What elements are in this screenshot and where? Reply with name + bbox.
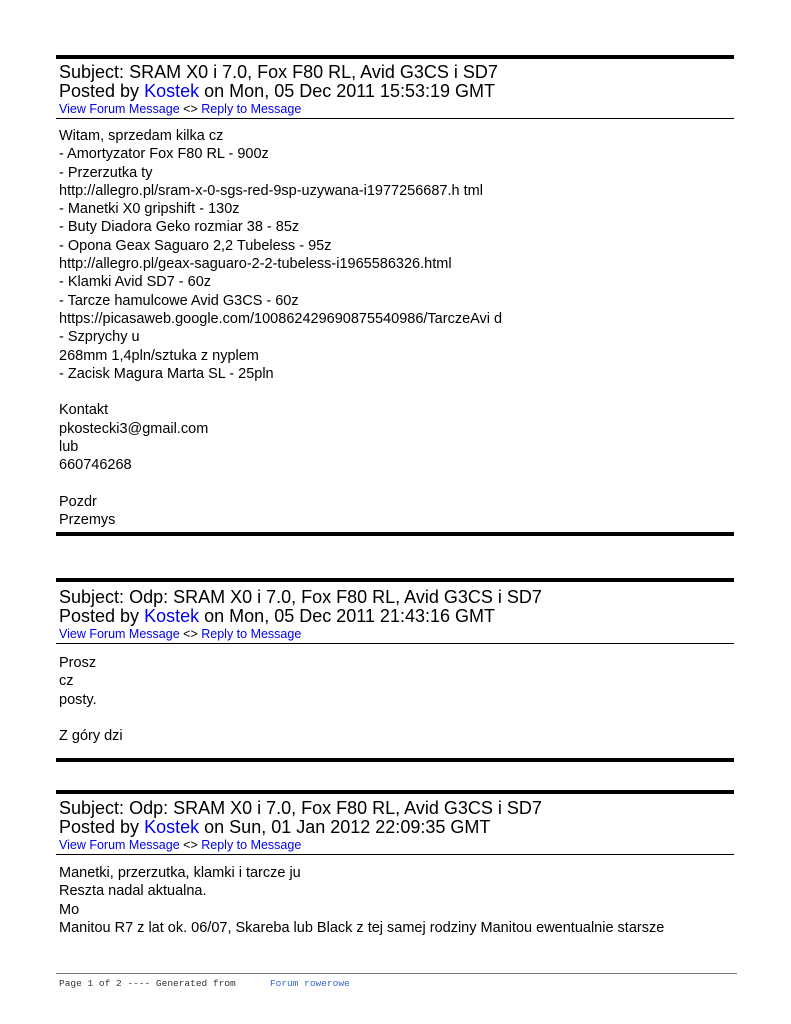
post-body: [56, 119, 736, 532]
body-line: http://allegro.pl/geax-saguaro-2-2-tubeless-i1965586326.html: [59, 256, 452, 273]
body-line: Manetki, przerzutka, klamki i tarcze ju: [59, 865, 301, 881]
post-actions: [59, 837, 736, 853]
reply-to-message-link[interactable]: Reply to Message: [201, 838, 302, 852]
post-meta: [59, 82, 736, 101]
body-line: [59, 475, 736, 493]
author-link[interactable]: Kostek: [144, 817, 200, 837]
posted-by-label: Posted by: [59, 817, 140, 837]
subject-text: Odp: SRAM X0 i 7.0, Fox F80 RL, Avid G3CS i SD7: [129, 587, 542, 607]
body-line: [59, 709, 736, 727]
action-separator: <>: [183, 838, 198, 852]
body-line: Manitou R7 z lat ok. 06/07, Skareba lub Black z tej samej rodziny Manitou ewentualnie starsze: [59, 919, 665, 936]
body-line: - Tarcze hamulcowe Avid G3CS - 60z: [59, 292, 299, 309]
body-line: Kontakt: [59, 402, 109, 419]
subject-text: SRAM X0 i 7.0, Fox F80 RL, Avid G3CS i SD7: [129, 62, 498, 82]
view-forum-message-link[interactable]: View Forum Message: [59, 102, 180, 116]
post-date: Mon, 05 Dec 2011 15:53:19 GMT: [229, 81, 495, 101]
reply-to-message-link[interactable]: Reply to Message: [201, 627, 302, 641]
body-line: - Zacisk Magura Marta SL - 25pln: [59, 365, 274, 382]
post-header: [56, 794, 736, 853]
post-header: [56, 59, 736, 117]
post-meta: [59, 607, 736, 626]
body-line: Pozdr: [59, 493, 97, 510]
body-line: cz: [59, 673, 74, 690]
body-line: - Przerzutka ty: [59, 164, 153, 181]
post-1: [56, 55, 736, 536]
body-line: pkostecki3@gmail.com: [59, 420, 209, 437]
post-date: Sun, 01 Jan 2012 22:09:35 GMT: [229, 817, 491, 837]
subject-text: Odp: SRAM X0 i 7.0, Fox F80 RL, Avid G3CS i SD7: [129, 798, 542, 818]
body-line: Mo: [59, 901, 80, 918]
subject-prefix: Subject:: [59, 587, 125, 607]
body-line: lub: [59, 439, 79, 456]
post-header: [56, 582, 736, 642]
post-meta: [59, 818, 736, 837]
reply-to-message-link[interactable]: Reply to Message: [201, 102, 302, 116]
subject-prefix: Subject:: [59, 798, 125, 818]
post-bottom-rule: [56, 758, 734, 762]
body-line: - Opona Geax Saguaro 2,2 Tubeless - 95z: [59, 237, 332, 254]
post-bottom-rule: [56, 532, 734, 536]
footer-forum-link[interactable]: Forum rowerowe: [269, 978, 350, 989]
body-line: - Manetki X0 gripshift - 130z: [59, 201, 240, 218]
view-forum-message-link[interactable]: View Forum Message: [59, 627, 180, 641]
view-forum-message-link[interactable]: View Forum Message: [59, 838, 180, 852]
on-label: on: [204, 81, 225, 101]
body-line: https://picasaweb.google.com/100862429690875540986/TarczeAvi d: [59, 310, 503, 327]
on-label: on: [204, 606, 225, 626]
post-2: [56, 578, 736, 762]
body-line: Reszta nadal aktualna.: [59, 883, 207, 900]
action-separator: <>: [183, 627, 198, 641]
action-separator: <>: [183, 102, 198, 116]
body-line: - Klamki Avid SD7 - 60z: [59, 274, 212, 291]
body-line: [59, 383, 736, 401]
footer-text: Page 1 of 2 ---- Generated from: [59, 978, 236, 989]
posted-by-label: Posted by: [59, 606, 140, 626]
posted-by-label: Posted by: [59, 81, 140, 101]
post-3: [56, 790, 736, 937]
post-subject: [59, 63, 736, 82]
body-line: Przemys: [59, 512, 116, 529]
post-subject: [59, 588, 736, 607]
body-line: 660746268: [59, 457, 132, 474]
post-actions: [59, 101, 736, 117]
body-line: - Buty Diadora Geko rozmiar 38 - 85z: [59, 219, 300, 236]
body-line: - Szprychy u: [59, 329, 140, 346]
body-line: 268mm 1,4pln/sztuka z nyplem: [59, 347, 259, 364]
body-line: http://allegro.pl/sram-x-0-sgs-red-9sp-uzywana-i1977256687.h tml: [59, 182, 483, 199]
body-line: Witam, sprzedam kilka cz: [59, 128, 224, 144]
post-actions: [59, 626, 736, 642]
on-label: on: [204, 817, 225, 837]
body-line: Z góry dzi: [59, 728, 123, 745]
body-line: - Amortyzator Fox F80 RL - 900z: [59, 146, 269, 163]
post-body: [56, 855, 736, 937]
author-link[interactable]: Kostek: [144, 81, 200, 101]
post-subject: [59, 799, 736, 818]
post-date: Mon, 05 Dec 2011 21:43:16 GMT: [229, 606, 495, 626]
author-link[interactable]: Kostek: [144, 606, 200, 626]
body-line: Prosz: [59, 655, 97, 671]
body-line: posty.: [59, 691, 97, 708]
post-body: [56, 644, 736, 758]
page-footer: [56, 973, 737, 989]
subject-prefix: Subject:: [59, 62, 125, 82]
